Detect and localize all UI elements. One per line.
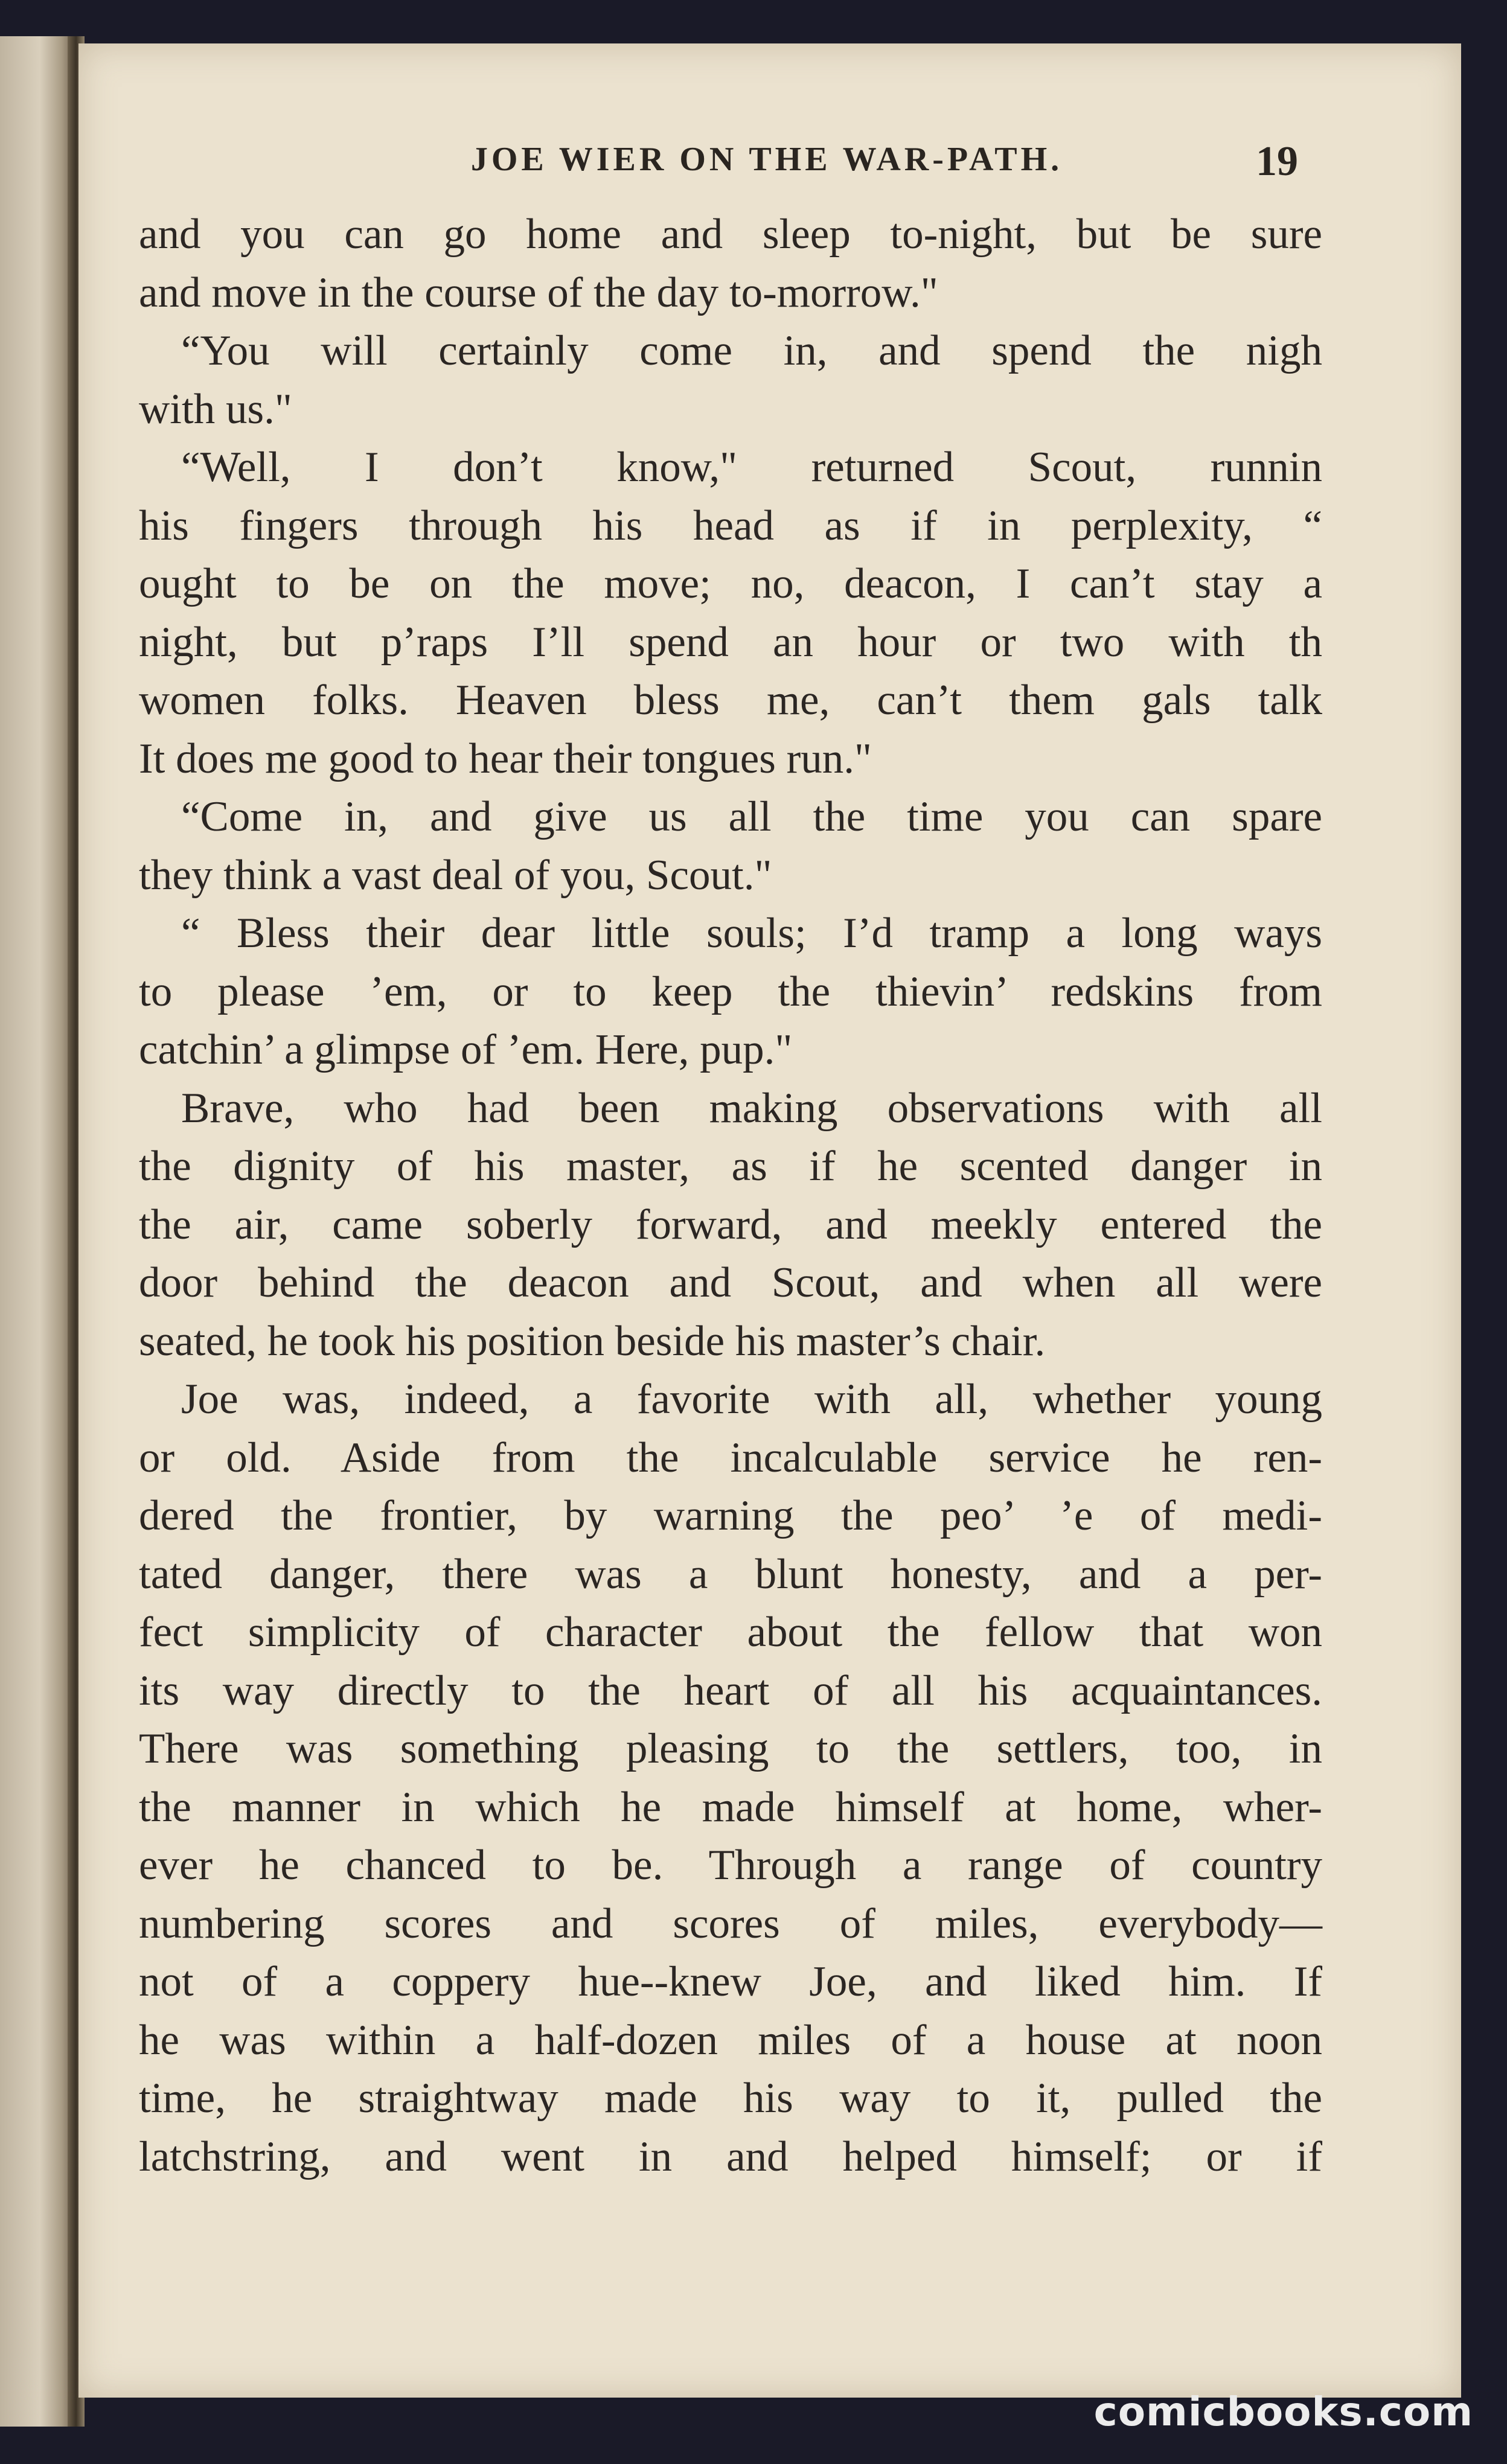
text-line: catchin’ a glimpse of ’em. Here, pup." [139,1026,793,1073]
text-line: they think a vast deal of you, Scout." [139,851,772,899]
text-line: to please ’em, or to keep the thievin’ redskins from [139,968,1322,1015]
text-line: door behind the deacon and Scout, and when all were [139,1259,1322,1306]
text-line: night, but p’raps I’ll spend an hour or two with th [139,618,1322,666]
text-line: It does me good to hear their tongues run." [139,735,872,782]
text-line: fect simplicity of character about the fellow that won [139,1609,1322,1656]
text-line: his fingers through his head as if in perplexity, “ [139,502,1322,549]
book-page [78,43,1461,2398]
text-line: latchstring, and went in and helped himself; or if [139,2133,1322,2180]
text-line: women folks. Heaven bless me, can’t them gals talk [139,677,1322,724]
text-line: “ Bless their dear little souls; I’d tramp a long ways [181,910,1322,957]
watermark: comicbooks.com [1093,2389,1473,2435]
text-line: There was something pleasing to the settlers, too, in [139,1725,1322,1772]
text-line: time, he straightway made his way to it, pulled the [139,2075,1322,2122]
text-line: the dignity of his master, as if he scented danger in [139,1143,1322,1190]
text-line: the manner in which he made himself at home, wher- [139,1783,1322,1831]
text-line: and move in the course of the day to-morrow." [139,269,938,316]
text-line: Joe was, indeed, a favorite with all, whether young [181,1376,1322,1423]
text-line: “You will certainly come in, and spend the nigh [181,327,1322,374]
text-line: seated, he took his position beside his master’s chair. [139,1317,1046,1365]
text-line: “Well, I don’t know," returned Scout, runnin [181,444,1322,491]
running-head: JOE WIER ON THE WAR-PATH. [470,141,1063,178]
text-line: ought to be on the move; no, deacon, I can’t stay a [139,560,1322,607]
facing-page-edge [0,36,72,2427]
text-line: Brave, who had been making observations with all [181,1084,1322,1132]
text-line: or old. Aside from the incalculable service he ren- [139,1434,1322,1481]
text-line: with us." [139,385,292,433]
page-number: 19 [1256,138,1298,185]
text-line: dered the frontier, by warning the peo’ ’e of medi- [139,1492,1322,1539]
text-line: ever he chanced to be. Through a range of country [139,1842,1322,1889]
text-line: its way directly to the heart of all his acquaintances. [139,1667,1322,1714]
page-header [78,140,1461,206]
text-line: tated danger, there was a blunt honesty, and a per- [139,1550,1322,1598]
text-line: and you can go home and sleep to-night, but be sure [139,211,1322,258]
text-line: the air, came soberly forward, and meekly entered the [139,1201,1322,1248]
text-line: numbering scores and scores of miles, everybody— [139,1900,1322,1947]
body-text [139,205,1322,2186]
text-line: “Come in, and give us all the time you can spare [181,793,1322,840]
text-line: not of a coppery hue--knew Joe, and liked him. If [139,1958,1322,2005]
text-line: he was within a half-dozen miles of a house at noon [139,2016,1322,2064]
